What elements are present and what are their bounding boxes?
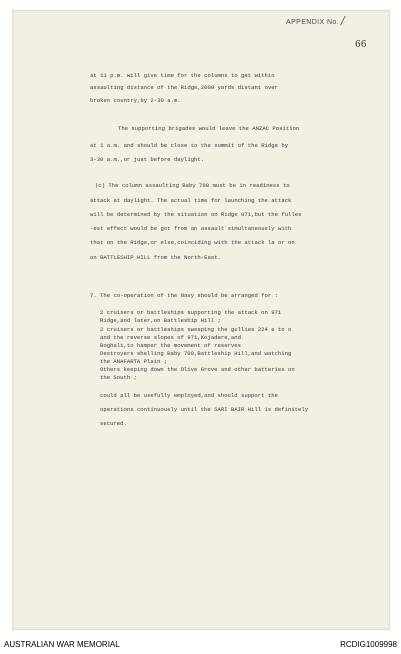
text-line: 3-30 a.m.,or just before daylight. <box>90 156 205 163</box>
text-line: broken country,by 2-30 a.m. <box>90 97 181 104</box>
page-number: 66 <box>355 40 367 50</box>
text-line: that on the Ridge,or else,coinciding with the attack la or on <box>90 239 295 246</box>
text-line: at 11 p.m. will give time for the columns to get within <box>90 72 275 79</box>
list-item: 2 cruisers or battleships sweeping the gullies 224 e to o <box>100 326 292 333</box>
list-item: the South ; <box>100 374 137 381</box>
text-line: could all be usefully employed,and should support the <box>100 392 278 399</box>
text-line: operations continuously until the SARI BAIR Hill is definitely <box>100 406 309 413</box>
list-item: Ridge,and later,on Battleship Hill ; <box>100 317 221 324</box>
list-item: Destroyers shelling Baby 700,Battleship Hill,and watching <box>100 350 292 357</box>
list-item: Others keeping down the Olive Grove and other batteries on <box>100 366 295 373</box>
text-line: secured. <box>100 420 127 427</box>
text-line: The supporting brigades would leave the ANZAC Position <box>118 125 300 132</box>
text-line: 7. The co-operation of the Navy should be arranged for : <box>90 292 278 299</box>
archive-id: RCDIG1009998 <box>340 640 397 649</box>
list-item: the ANAFARTA Plain ; <box>100 358 168 365</box>
text-line: (c) The column assaulting Baby 700 must be in readiness to <box>95 182 290 189</box>
list-item: 2 cruisers or battleships supporting the attack on 971 <box>100 309 282 316</box>
list-item: and the reverse slopes of 971,Kojadere,and <box>100 334 241 341</box>
text-line: attack at daylight. The actual time for launching the attack <box>90 197 292 204</box>
appendix-number: / <box>341 14 346 27</box>
archive-credit: AUSTRALIAN WAR MEMORIAL <box>4 640 120 649</box>
text-line: -est effect would be got from an assault simultaneously with <box>90 225 292 232</box>
appendix-label-text: APPENDIX No. <box>286 19 340 26</box>
appendix-label <box>286 14 345 27</box>
list-item: Boghali,to hamper the movement of reserves <box>100 342 241 349</box>
text-line: at 1 a.m. and should be close to the summit of the Ridge by <box>90 142 289 149</box>
text-line: on BATTLESHIP HILL from the North-East. <box>90 254 221 261</box>
text-line: assaulting distance of the Ridge,2000 yards distant over <box>90 84 278 91</box>
text-line: will be determined by the situation on Ridge 971,but the fulles <box>90 211 302 218</box>
